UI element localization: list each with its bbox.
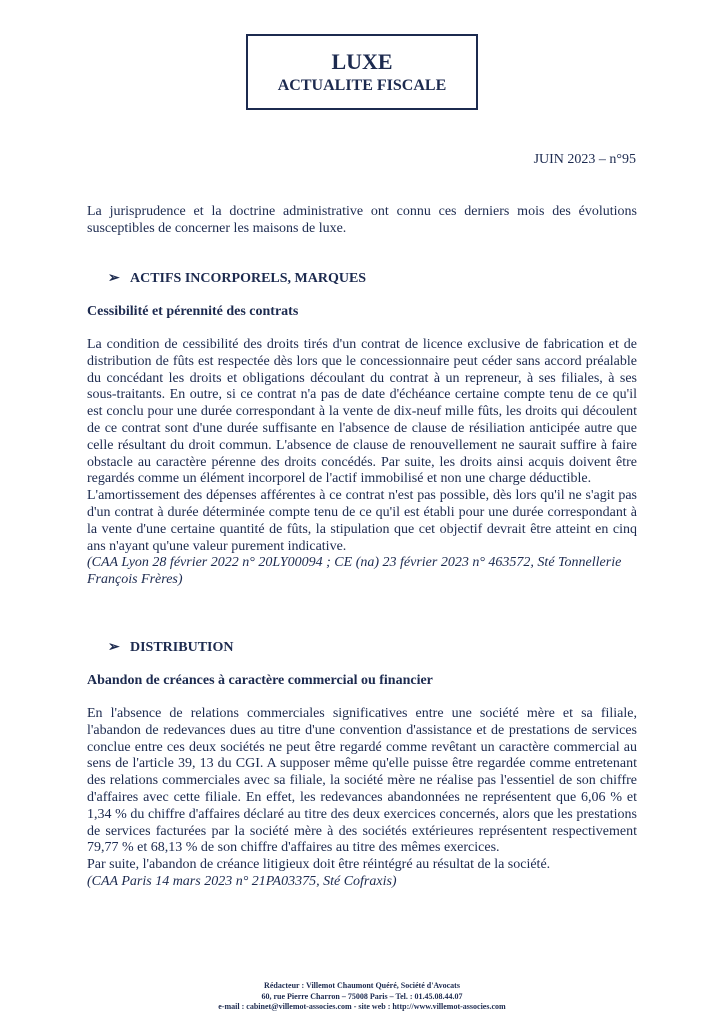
citation: (CAA Lyon 28 février 2022 n° 20LY00094 ; CE (na) 23 février 2023 n° 463572, Sté Tonnellerie François Frères)	[87, 555, 622, 588]
paragraph: L'amortissement des dépenses afférentes à ce contrat n'est pas possible, dès lors qu'il ne s'agit pas d'un contrat à durée déterminée compte tenu de ce qu'il est établi pour une durée correspondant à la vente d'une certaine quantité de fûts, la stipulation que cet objectif devrait être atteint en cinq ans n'ayant qu'une valeur purement indicative.	[87, 488, 637, 554]
arrow-bullet-icon: ➢	[108, 271, 120, 286]
newsletter-subtitle: ACTUALITE FISCALE	[277, 77, 447, 94]
subheading-abandon: Abandon de créances à caractère commercial ou financier	[87, 673, 433, 688]
paragraph: La condition de cessibilité des droits tirés d'un contrat de licence exclusive de fabrication et de distribution de fûts est respectée dès lors que le concessionnaire peut céder sans accord préalable du concédant les droits et obligations découlant du contrat à un repreneur, à ses filiales, à ses sous-traitants. En outre, si ce contrat n'a pas de date d'échéance certaine compte tenu de ce qu'il est conclu pour une durée correspondant à la vente de dix-neuf mille fûts, les droits qui découlent de ce contrat sont d'une durée suffisante en l'absence de clause de résiliation anticipée autre que celle résultant du droit commun. L'absence de clause de renouvellement ne saurait suffire à faire obstacle au caractère pérenne des droits concédés. Par suite, les droits ainsi acquis doivent être regardés comme un élément incorporel de l'actif immobilisé et non une charge déductible.	[87, 337, 637, 487]
footer-line: Rédacteur : Villemot Chaumont Quéré, Société d'Avocats	[264, 981, 460, 990]
section-heading-text: DISTRIBUTION	[130, 640, 234, 655]
title-box	[246, 34, 478, 110]
paragraph: Par suite, l'abandon de créance litigieux doit être réintégré au résultat de la société.	[87, 857, 551, 873]
footer-line: e-mail : cabinet@villemot-associes.com - site web : http://www.villemot-associes.com	[218, 1002, 506, 1011]
paragraph: En l'absence de relations commerciales significatives entre une société mère et sa filiale, l'abandon de redevances dues au titre d'une convention d'assistance et de prestations de services conclue entre ces deux sociétés ne peut être regardé comme revêtant un caractère commercial au sens de l'article 39, 13 du CGI. A supposer même qu'elle puisse être regardée comme entretenant des relations commerciales avec sa filiale, la société mère ne réalise pas l'essentiel de son chiffre d'affaires avec cette filiale. En effet, les redevances abandonnées ne représentent que 6,06 % et 1,34 % du chiffre d'affaires déclaré au titre des deux exercices concernés, alors que les prestations de services facturées par la société mère à des sociétés extérieures représentent respectivement 79,77 % et 68,13 % de son chiffre d'affaires au titre des mêmes exercices.	[87, 706, 637, 856]
section1-paragraphs	[87, 337, 637, 589]
footer	[0, 981, 724, 1013]
section-heading-distribution	[108, 639, 233, 656]
section-heading-text: ACTIFS INCORPORELS, MARQUES	[130, 271, 367, 286]
section2-paragraphs	[87, 706, 637, 891]
issue-date: JUIN 2023 – n°95	[533, 152, 636, 167]
citation: (CAA Paris 14 mars 2023 n° 21PA03375, Sté Cofraxis)	[87, 873, 397, 889]
footer-line: 60, rue Pierre Charron – 75008 Paris – Tel. : 01.45.08.44.07	[261, 991, 463, 1001]
newsletter-title: LUXE	[331, 49, 393, 74]
arrow-bullet-icon: ➢	[108, 640, 120, 655]
section-heading-actifs	[108, 270, 366, 287]
subheading-cessibilite: Cessibilité et pérennité des contrats	[87, 304, 299, 319]
intro-paragraph: La jurisprudence et la doctrine administrative ont connu ces derniers mois des évolutions susceptibles de concerner les maisons de luxe.	[87, 204, 637, 236]
